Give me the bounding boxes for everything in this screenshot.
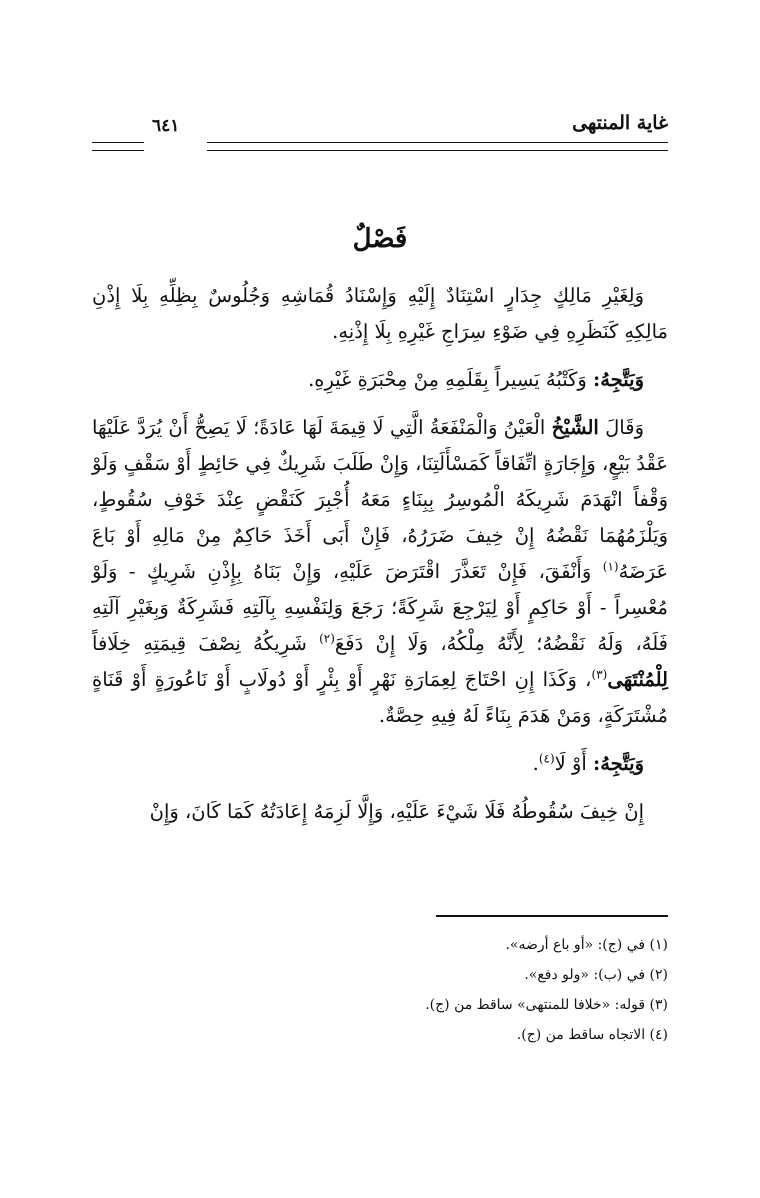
footnote-ref-2[interactable]: (٢) <box>319 631 335 646</box>
page-number: ٦٤١ <box>152 116 180 136</box>
header-double-rule-short <box>92 142 144 151</box>
footnote-ref-3[interactable]: (٣) <box>591 667 608 682</box>
muntaha-term: لِلْمُنْتَهَى <box>607 668 668 691</box>
paragraph-3-text-a: وَقَالَ <box>598 416 644 439</box>
footnote-1: (١) في (ج): «أو باع أرضه». <box>505 937 668 953</box>
paragraph-3-text-c: وَأَنْفَقَ، فَإِنْ تَعَذَّرَ اقْتَرَضَ عَلَيْهِ، وَإِنْ بَنَاهُ بِإِذْنِ شَرِيكٍ - وَلَوْ مُعْسِراً - أَوْ حَاكِمٍ أَوْ لِيَرْجِعَ شَرِكَةً؛ رَجَعَ وَلِنَفْسِهِ بِآلَتِهِ فَشَرِكَةٌ وَبِغَيْرِ آلَتِهِ فَلَهُ، وَلَهُ نَقْضُهُ؛ لِأَنَّهُ مِلْكُهُ، وَلَا إِنْ دَفَعَ <box>92 560 668 655</box>
paragraph-3-text-b: الْعَيْنُ وَالْمَنْفَعَةُ الَّتِي لَا قِيمَةَ لَهَا عَادَةً؛ لَا يَصِحُّ أَنْ يُرَدَّ عَلَيْهَا عَقْدُ بَيْعٍ، وَإِجَارَةٍ اتِّفَاقاً كَمَسْأَلَتِنَا، وَإِنْ طَلَبَ شَرِيكٌ فِي حَائِطٍ أَوْ سَقْفٍ وَلَوْ وَقْفاً انْهَدَمَ شَرِيكَهُ الْمُوسِرُ بِبِنَاءٍ مَعَهُ أُجْبِرَ كَنَقْضٍ عِنْدَ خَوْفِ سُقُوطٍ، وَيَلْزَمُهُمَا نَقْضُهُ إِنْ خِيفَ ضَرَرُهُ، فَإِنْ أَبَى أَخَذَ حَاكِمٌ مِنْ مَالِهِ أَوْ بَاعَ عَرَضَهُ <box>92 416 668 583</box>
footnote-2: (٢) في (ب): «ولو دفع». <box>524 967 668 983</box>
paragraph-3-text-e: ، وَكَذَا إِنِ احْتَاجَ لِعِمَارَةِ نَهْرٍ أَوْ بِئْرٍ أَوْ دُولَابٍ أَوْ نَاعُورَةٍ أَوْ قَنَاةٍ مُشْتَرَكَةٍ، وَمَنْ هَدَمَ بِنَاءً لَهُ فِيهِ حِصَّةٌ. <box>92 668 668 727</box>
footnotes <box>92 930 668 1050</box>
yattajih-lead: وَيَتَّجِهُ: <box>593 368 644 391</box>
paragraph-2 <box>92 362 668 398</box>
paragraph-4-end: . <box>532 752 539 775</box>
paragraph-4-text: أَوْ لَا <box>554 752 594 775</box>
running-title: غاية المنتهى <box>572 112 668 134</box>
shaykh-term: الشَّيْخُ <box>551 416 599 439</box>
yattajih-lead-2: وَيَتَّجِهُ: <box>593 752 644 775</box>
paragraph-3 <box>92 410 668 734</box>
section-heading: فَصْلٌ <box>352 224 408 254</box>
paragraph-5: إِنْ خِيفَ سُقُوطُهُ فَلَا شَيْءَ عَلَيْهِ، وَإِلَّا لَزِمَهُ إِعَادَتُهُ كَمَا كَانَ، وَإِنْ <box>149 800 644 823</box>
page-header <box>92 112 668 152</box>
paragraph-2-text: وَكَتْبُهُ يَسِيراً بِقَلَمِهِ مِنْ مِحْبَرَةِ غَيْرِهِ. <box>308 368 594 391</box>
header-double-rule <box>207 142 668 151</box>
main-text <box>92 278 668 842</box>
footnote-ref-1[interactable]: (١) <box>602 559 619 574</box>
paragraph-3-text-d: شَرِيكُهُ نِصْفَ قِيمَتِهِ خِلَافاً <box>92 632 320 655</box>
footnote-3: (٣) قوله: «خلافا للمنتهى» ساقط من (ج). <box>425 997 668 1013</box>
footnote-separator <box>436 915 668 917</box>
footnote-ref-4[interactable]: (٤) <box>538 751 555 766</box>
paragraph-4 <box>92 746 668 782</box>
paragraph-1: وَلِغَيْرِ مَالِكٍ جِدَارٍ اسْتِنَادٌ إِلَيْهِ وَإِسْنَادُ قُمَاشِهِ وَجُلُوسٌ بِظِلِّهِ بِلَا إِذْنِ مَالِكِهِ كَنَظَرِهِ فِي ضَوْءِ سِرَاجِ غَيْرِهِ بِلَا إِذْنِهِ. <box>92 284 668 343</box>
footnote-4: (٤) الاتجاه ساقط من (ج). <box>516 1027 668 1043</box>
